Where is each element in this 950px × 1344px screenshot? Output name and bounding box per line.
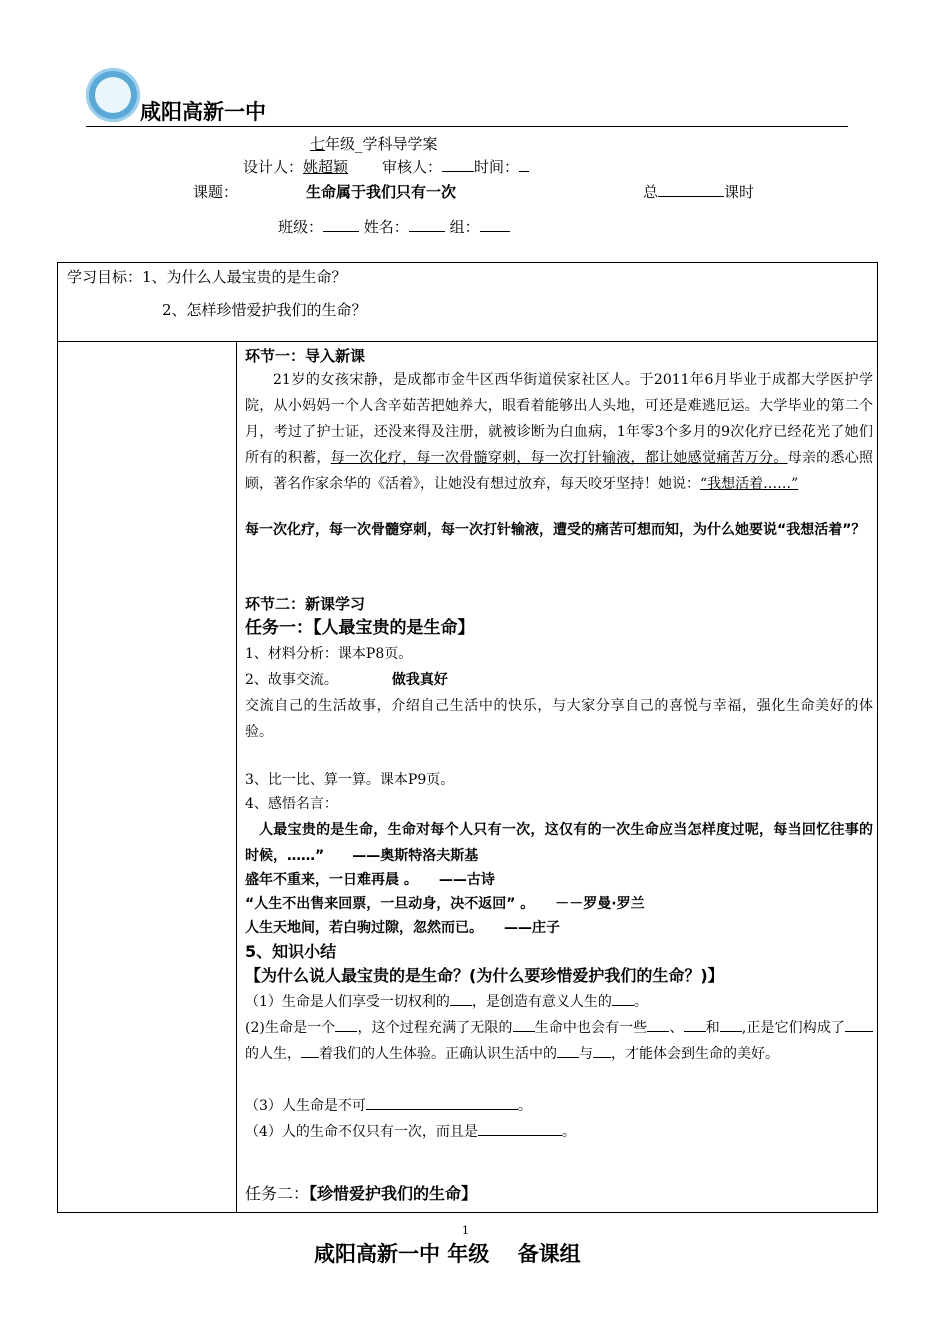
quote-2: 盛年不重来，一日难再晨 。 ——古诗 [245,872,495,888]
class-name-group-line: 班级： 姓名： 组： [278,216,510,237]
task1-heading: 任务一：【人最宝贵的是生命】 [245,618,475,638]
item-material-analysis: 1、材料分析：课本P8页。 [245,646,413,662]
notes-column [58,341,237,1212]
topic-title: 生命属于我们只有一次 [306,183,457,201]
school-logo [86,68,140,122]
summary-heading: 5、知识小结 [245,942,337,961]
section1-heading: 环节一：导入新课 [245,347,366,365]
total-periods: 总 课时 [643,183,755,201]
summary-question: 【为什么说人最宝贵的是生命？(为什么要珍惜爱护我们的生命？)】 [245,966,724,985]
quote-4: 人生天地间，若白驹过隙，忽然而已。 ——庄子 [245,920,560,936]
summary-point-1: （1）生命是人们享受一切权利的 ，是创造有意义人生的 。 [245,989,648,1015]
quote-3: “人生不出售来回票，一旦动身，决不返回” 。 －－罗曼·罗兰 [245,896,645,912]
plan-title: 七年级_学科导学案 [310,135,438,153]
item-quotes: 4、感悟名言： [245,796,338,812]
item-story-exchange: 2、故事交流。 做我真好 [245,672,448,688]
header-rule [86,126,848,127]
summary-point-2: (2)生命是一个 ，这个过程充满了无限的 生命中也会有一些 、 和 ,正是它们构成了的人生， 着我们的人生体验。正确认识生活中的 与 ，才能体会到生命的美好。 [245,1015,873,1067]
footer-text: 咸阳高新一中 年级 备课组 [314,1242,581,1266]
topic-label: 课题： [193,183,239,201]
school-name: 咸阳高新一中 [140,100,266,124]
story-paragraph: 21岁的女孩宋静，是成都市金牛区西华街道侯家社区人。于2011年6月毕业于成都大学医护学院，从小妈妈一个人含辛茹苦把她养大，眼看着能够出人头地，可还是难逃厄运。大学毕业的第二个月，考过了护士证，还没来得及注册，就被诊断为白血病，1年零3个多月的9次化疗已经花光了她们所有的积蓄，每一次化疗，每一次骨髓穿刺，每一次打针输液，都让她感觉痛苦万分。母亲的悉心照顾，著名作家余华的《活着》，让她没有想过放弃，每天咬牙坚持！她说：“我想活着……” [245,372,874,492]
learning-goals-row [58,263,877,342]
section1-question: 每一次化疗，每一次骨髓穿刺，每一次打针输液，遭受的痛苦可想而知，为什么她要说“我想活着”？ [245,522,866,538]
lesson-table [57,262,878,1213]
designer-line: 设计人：姚超颖 审核人： 时间： [243,156,529,177]
section2-heading: 环节二：新课学习 [245,595,366,613]
summary-point-3: （3）人生命是不可 。 [245,1093,532,1119]
task2-heading: 任务二：【珍惜爱护我们的生命】 [245,1184,478,1203]
goal-2: 2、怎样珍惜爱护我们的生命？ [162,301,367,319]
story-exchange-desc: 交流自己的生活故事，介绍自己生活中的快乐，与大家分享自己的喜悦与幸福，强化生命美好的体验。 [245,698,873,740]
quote-1: 人最宝贵的是生命，生命对每个人只有一次，这仅有的一次生命应当怎样度过呢，每当回忆往事的时候，……” ——奥斯特洛夫斯基 [245,822,873,864]
summary-point-4: （4）人的生命不仅只有一次，而且是 。 [245,1119,576,1145]
goal-1: 学习目标：1、为什么人最宝贵的是生命？ [67,268,347,286]
item-compare: 3、比一比、算一算。课本P9页。 [245,772,455,788]
page-number: 1 [462,1224,469,1237]
